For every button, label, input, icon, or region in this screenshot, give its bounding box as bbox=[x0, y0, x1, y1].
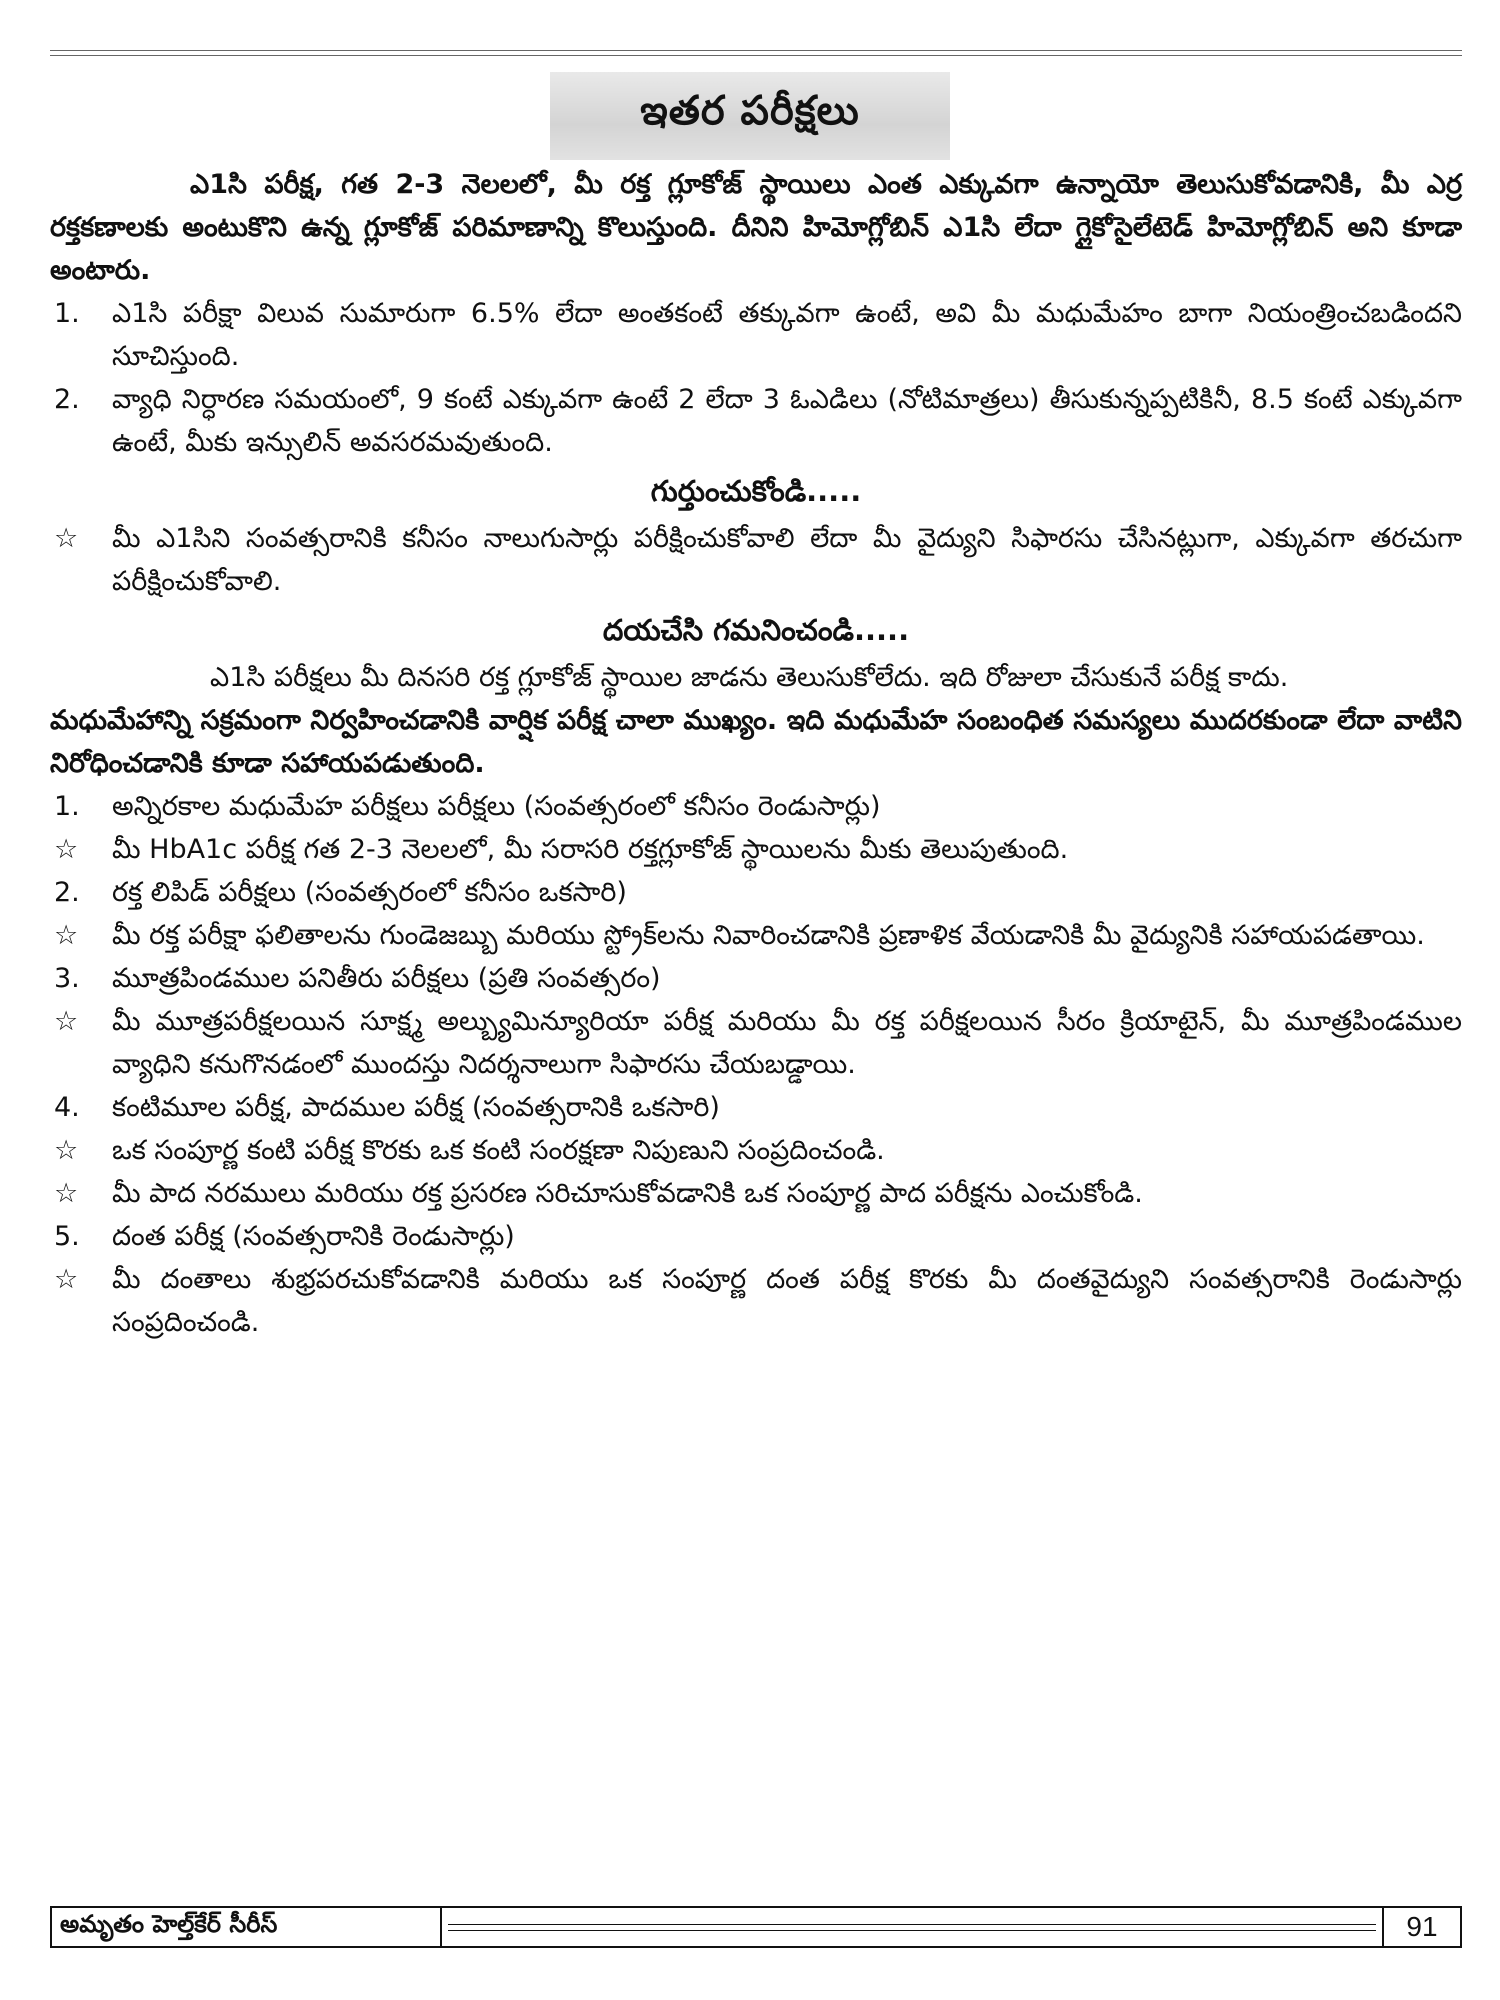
list-item-text: మీ రక్త పరీక్షా ఫలితాలను గుండెజబ్బు మరియు స్ట్రోక్‌లను నివారించడానికి ప్రణాళిక వేయడానికి మీ వైద్యునికి సహాయపడతాయి. bbox=[112, 920, 1425, 951]
list-item-text: దంత పరీక్ష (సంవత్సరానికి రెండుసార్లు) bbox=[112, 1221, 515, 1252]
page-number: 91 bbox=[1382, 1908, 1460, 1946]
page-content bbox=[50, 163, 1462, 1344]
page-footer bbox=[50, 1906, 1462, 1948]
list-marker: 2. bbox=[54, 877, 80, 908]
star-icon: ☆ bbox=[54, 1135, 79, 1166]
list-item-text: మీ మూత్రపరీక్షలయిన సూక్ష్మ అల్బ్యుమిన్యూరియా పరీక్ష మరియు మీ రక్త పరీక్షలయిన సీరం క్రియాటైన్, మీ మూత్రపిండముల వ్యాధిని కనుగొనడంలో ముందస్తు నిదర్శనాలుగా సిఫారసు చేయబడ్డాయి. bbox=[112, 1006, 1462, 1080]
footer-rules bbox=[442, 1908, 1382, 1946]
list-marker: 2. bbox=[54, 384, 80, 415]
list-item bbox=[50, 828, 1462, 871]
list-item bbox=[50, 292, 1462, 378]
list-item-text: ఒక సంపూర్ణ కంటి పరీక్ష కొరకు ఒక కంటి సంరక్షణా నిపుణుని సంప్రదించండి. bbox=[112, 1135, 885, 1166]
intro-paragraph: ఎ1సి పరీక్ష, గత 2-3 నెలలలో, మీ రక్త గ్లూకోజ్ స్థాయిలు ఎంత ఎక్కువగా ఉన్నాయో తెలుసుకోవడానికి, మీ ఎర్ర రక్తకణాలకు అంటుకొని ఉన్న గ్లూకోజ్ పరిమాణాన్ని కొలుస్తుంది. దీనిని హిమోగ్లోబిన్ ఎ1సి లేదా గ్లైకోసైలేటెడ్ హిమోగ్లోబిన్ అని కూడా అంటారు. bbox=[50, 169, 1462, 286]
list-marker: 4. bbox=[54, 1092, 80, 1123]
list-marker: 1. bbox=[54, 791, 80, 822]
list-marker: 1. bbox=[54, 298, 80, 329]
remember-heading: గుర్తుంచుకోండి..... bbox=[650, 474, 862, 508]
list-item bbox=[50, 871, 1462, 914]
series-name: అమృతం హెల్త్‌కేర్ సీరీస్ bbox=[52, 1908, 442, 1946]
footer-rule bbox=[448, 1924, 1376, 1925]
list-item bbox=[50, 1215, 1462, 1258]
list-item-text: రక్త లిపిడ్ పరీక్షలు (సంవత్సరంలో కనీసం ఒకసారి) bbox=[112, 877, 627, 908]
list-item-text: కంటిమూల పరీక్ష, పాదముల పరీక్ష (సంవత్సరానికి ఒకసారి) bbox=[112, 1092, 720, 1123]
list-item bbox=[50, 517, 1462, 603]
top-rule-second bbox=[50, 55, 1462, 56]
star-icon: ☆ bbox=[54, 834, 79, 865]
star-icon: ☆ bbox=[54, 1178, 79, 1209]
list-item bbox=[50, 1086, 1462, 1129]
annual-exam-paragraph: మధుమేహాన్ని సక్రమంగా నిర్వహించడానికి వార్షిక పరీక్ష చాలా ముఖ్యం. ఇది మధుమేహ సంబంధిత సమస్యలు ముదరకుండా లేదా వాటిని నిరోధించడానికి కూడా సహాయపడుతుంది. bbox=[50, 705, 1462, 779]
list-item bbox=[50, 914, 1462, 957]
list-marker: 3. bbox=[54, 963, 80, 994]
page-title: ఇతర పరీక్షలు bbox=[550, 72, 950, 160]
list-item bbox=[50, 1000, 1462, 1086]
list-item bbox=[50, 1129, 1462, 1172]
top-rule bbox=[50, 50, 1462, 51]
list-item bbox=[50, 1172, 1462, 1215]
list-item-text: అన్నిరకాల మధుమేహ పరీక్షలు పరీక్షలు (సంవత్సరంలో కనీసం రెండుసార్లు) bbox=[112, 791, 881, 822]
list-item-text: వ్యాధి నిర్ధారణ సమయంలో, 9 కంటే ఎక్కువగా ఉంటే 2 లేదా 3 ఓఎడిలు (నోటిమాత్రలు) తీసుకున్నప్పటికినీ, 8.5 కంటే ఎక్కువగా ఉంటే, మీకు ఇన్సులిన్ అవసరమవుతుంది. bbox=[112, 384, 1462, 458]
list-item bbox=[50, 957, 1462, 1000]
list-item-text: మీ ఎ1సిని సంవత్సరానికి కనీసం నాలుగుసార్లు పరీక్షించుకోవాలి లేదా మీ వైద్యుని సిఫారసు చేసినట్లుగా, ఎక్కువగా తరచుగా పరీక్షించుకోవాలి. bbox=[112, 523, 1462, 597]
list-item-text: ఎ1సి పరీక్షా విలువ సుమారుగా 6.5% లేదా అంతకంటే తక్కువగా ఉంటే, అవి మీ మధుమేహం బాగా నియంత్రించబడిందని సూచిస్తుంది. bbox=[112, 298, 1462, 372]
star-icon: ☆ bbox=[54, 523, 79, 554]
list-item-text: మీ HbA1c పరీక్ష గత 2-3 నెలలలో, మీ సరాసరి రక్తగ్లూకోజ్ స్థాయిలను మీకు తెలుపుతుంది. bbox=[112, 834, 1069, 865]
list-marker: 5. bbox=[54, 1221, 80, 1252]
list-item-text: మూత్రపిండముల పనితీరు పరీక్షలు (ప్రతి సంవత్సరం) bbox=[112, 963, 661, 994]
list-item bbox=[50, 785, 1462, 828]
star-icon: ☆ bbox=[54, 1006, 79, 1037]
note-heading: దయచేసి గమనించండి..... bbox=[602, 613, 910, 647]
list-item-text: మీ పాద నరములు మరియు రక్త ప్రసరణ సరిచూసుకోవడానికి ఒక సంపూర్ణ పాద పరీక్షను ఎంచుకోండి. bbox=[112, 1178, 1143, 1209]
star-icon: ☆ bbox=[54, 920, 79, 951]
star-icon: ☆ bbox=[54, 1264, 79, 1295]
list-item bbox=[50, 378, 1462, 464]
list-item bbox=[50, 1258, 1462, 1344]
note-paragraph: ఎ1సి పరీక్షలు మీ దినసరి రక్త గ్లూకోజ్ స్థాయిల జాడను తెలుసుకోలేదు. ఇది రోజులా చేసుకునే పరీక్ష కాదు. bbox=[210, 662, 1289, 693]
list-item-text: మీ దంతాలు శుభ్రపరచుకోవడానికి మరియు ఒక సంపూర్ణ దంత పరీక్ష కొరకు మీ దంతవైద్యుని సంవత్సరానికి రెండుసార్లు సంప్రదించండి. bbox=[112, 1264, 1462, 1338]
footer-rule bbox=[448, 1930, 1376, 1931]
